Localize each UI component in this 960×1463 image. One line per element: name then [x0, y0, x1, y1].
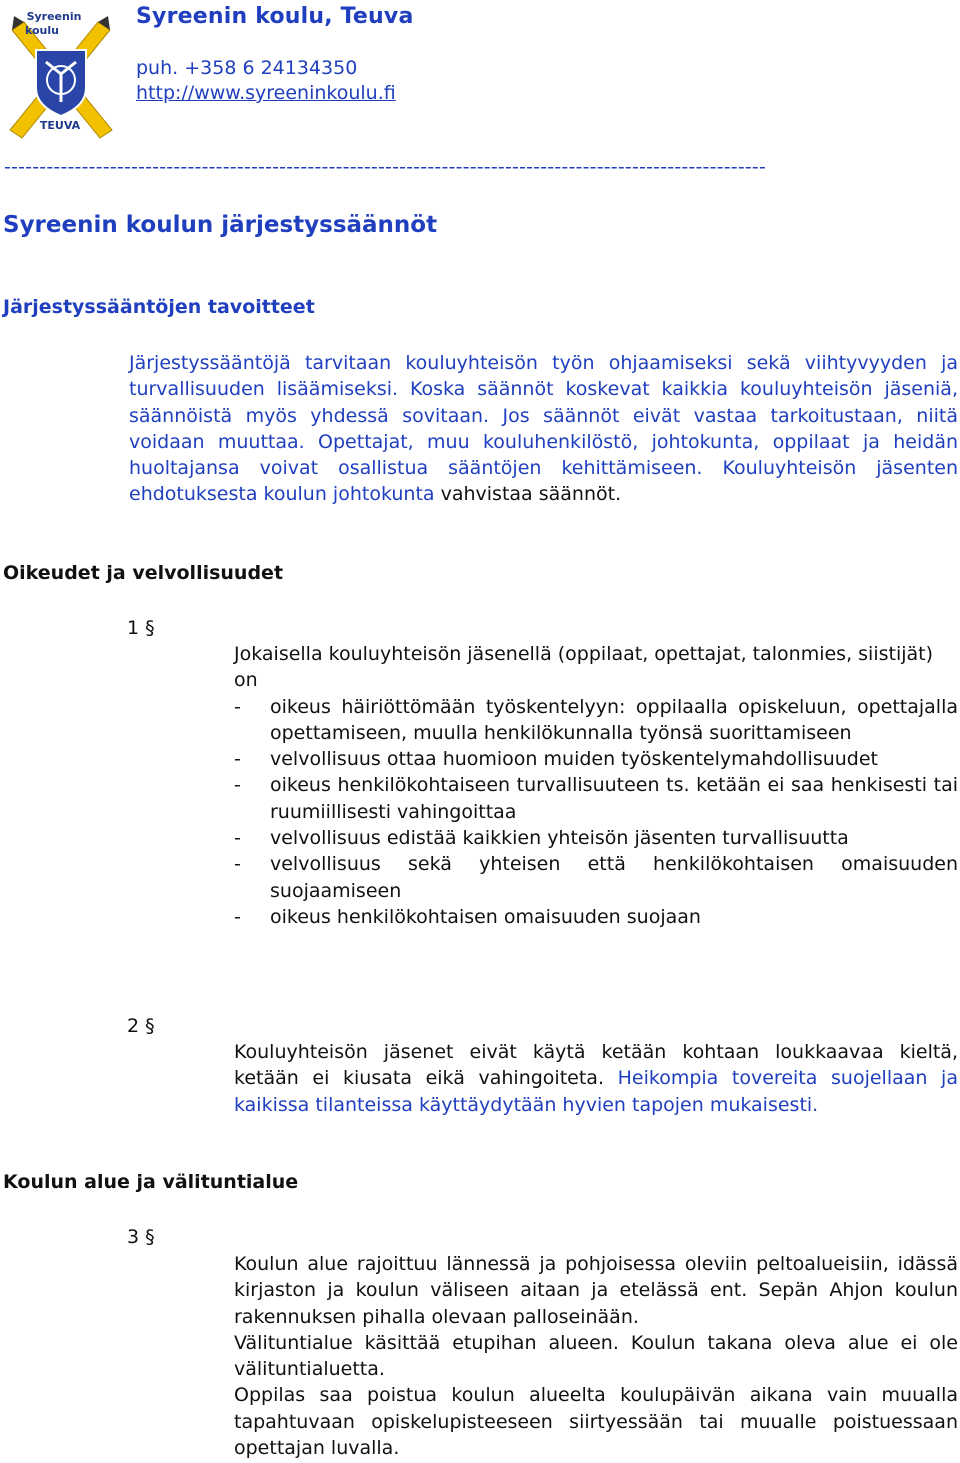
intro-paragraph — [129, 350, 958, 508]
list-item — [234, 851, 958, 904]
section-1-number: 1 § — [127, 617, 155, 639]
logo-top-text-2: koulu — [24, 24, 60, 37]
logo-bottom-text: TEUVA — [39, 119, 81, 132]
list-dash: - — [234, 774, 241, 797]
section-3-paragraph-1: Koulun alue rajoittuu lännessä ja pohjoisessa oleviin peltoalueisiin, idässä kirjaston ja koulun väliseen aitaan ja etelässä ent. Sepän Ahjon koulun rakennuksen pihalla olevaan palloseinään. — [234, 1253, 958, 1328]
section-2-text-blue: Heikompia tovereita suojellaan ja kaikissa tilanteissa käyttäydytään hyvien tapojen mukaisesti. — [234, 1067, 958, 1116]
shield-icon — [36, 50, 86, 116]
list-dash: - — [234, 905, 241, 928]
website-link[interactable]: http://www.syreeninkoulu.fi — [136, 82, 396, 104]
logo-top-text: Syreenin — [26, 10, 82, 23]
document-title: Syreenin koulun järjestyssäännöt — [3, 212, 438, 238]
list-dash: - — [234, 748, 241, 771]
section-3-paragraph-3: Oppilas saa poistua koulun alueelta koulupäivän aikana vain muualla tapahtuvaan opiskelupisteeseen siirtyessään tai muualle poistuessaan opettajan luvalla. — [234, 1384, 958, 1460]
phone-number: puh. +358 6 24134350 — [136, 57, 358, 79]
list-dash: - — [234, 827, 241, 850]
intro-text-blue: Järjestyssääntöjä tarvitaan kouluyhteisön työn ohjaamiseksi sekä viihtyvyyden ja turvallisuuden lisäämiseksi. Koska säännöt koskevat kaikkia kouluyhteisön jäseniä, säännöistä myös yhdessä sovitaan. Jos säännöt eivät vastaa tarkoitustaan, niitä voidaan muuttaa. Opettajat, muu kouluhenkilöstö, johtokunta, oppilaat ja heidän huoltajansa voivat osallistua sääntöjen kehittämiseen. Kouluyhteisön jäsenten ehdotuksesta koulun johtokunta — [129, 352, 958, 506]
list-item-text: velvollisuus ottaa huomioon muiden työskentelymahdollisuudet — [270, 748, 879, 771]
area-heading: Koulun alue ja välituntialue — [3, 1171, 299, 1193]
section-2-text-black: Kouluyhteisön jäsenet eivät käytä ketään kohtaan loukkaavaa kieltä, ketään ei kiusata eikä vahingoiteta. — [234, 1041, 958, 1090]
list-item — [234, 904, 958, 930]
list-dash: - — [234, 853, 241, 876]
section-3-paragraph-2: Välituntialue käsittää etupihan alueen. Koulun takana oleva alue ei ole välituntialuetta. — [234, 1331, 958, 1381]
list-dash: - — [234, 695, 241, 718]
school-name: Syreenin koulu, Teuva — [136, 4, 414, 29]
section-2-number: 2 § — [127, 1015, 155, 1037]
list-item — [234, 694, 958, 747]
list-item-text: velvollisuus sekä yhteisen että henkilökohtaisen omaisuuden suojaamiseen — [270, 853, 958, 902]
list-item — [234, 746, 958, 772]
list-item — [234, 772, 958, 825]
list-item-text: oikeus henkilökohtaisen omaisuuden suojaan — [270, 905, 701, 928]
section-3-body — [234, 1251, 958, 1461]
rights-heading: Oikeudet ja velvollisuudet — [3, 562, 284, 584]
list-item — [234, 825, 958, 851]
section-3-number: 3 § — [127, 1226, 155, 1248]
section-1-body — [234, 641, 958, 930]
dashed-divider: ------------------------------------------------------------------------------------------------------------ — [4, 156, 767, 178]
list-item-text: oikeus henkilökohtaiseen turvallisuuteen ts. ketään ei saa henkisesti tai ruumiillisesti vahingoittaa — [270, 774, 958, 823]
list-item-text: oikeus häiriöttömään työskentelyyn: oppilaalla opiskeluun, opettajalla opettamiseen, muulla henkilökunnalla työnsä suorittamiseen — [270, 695, 958, 744]
intro-text-black: vahvistaa säännöt. — [440, 483, 622, 506]
section-2-body — [234, 1039, 958, 1118]
goals-heading: Järjestyssääntöjen tavoitteet — [3, 296, 315, 318]
section-1-lead: Jokaisella kouluyhteisön jäsenellä (oppilaat, opettajat, talonmies, siistijät) on — [234, 643, 934, 692]
list-item-text: velvollisuus edistää kaikkien yhteisön jäsenten turvallisuutta — [270, 827, 849, 850]
school-logo — [2, 2, 120, 142]
